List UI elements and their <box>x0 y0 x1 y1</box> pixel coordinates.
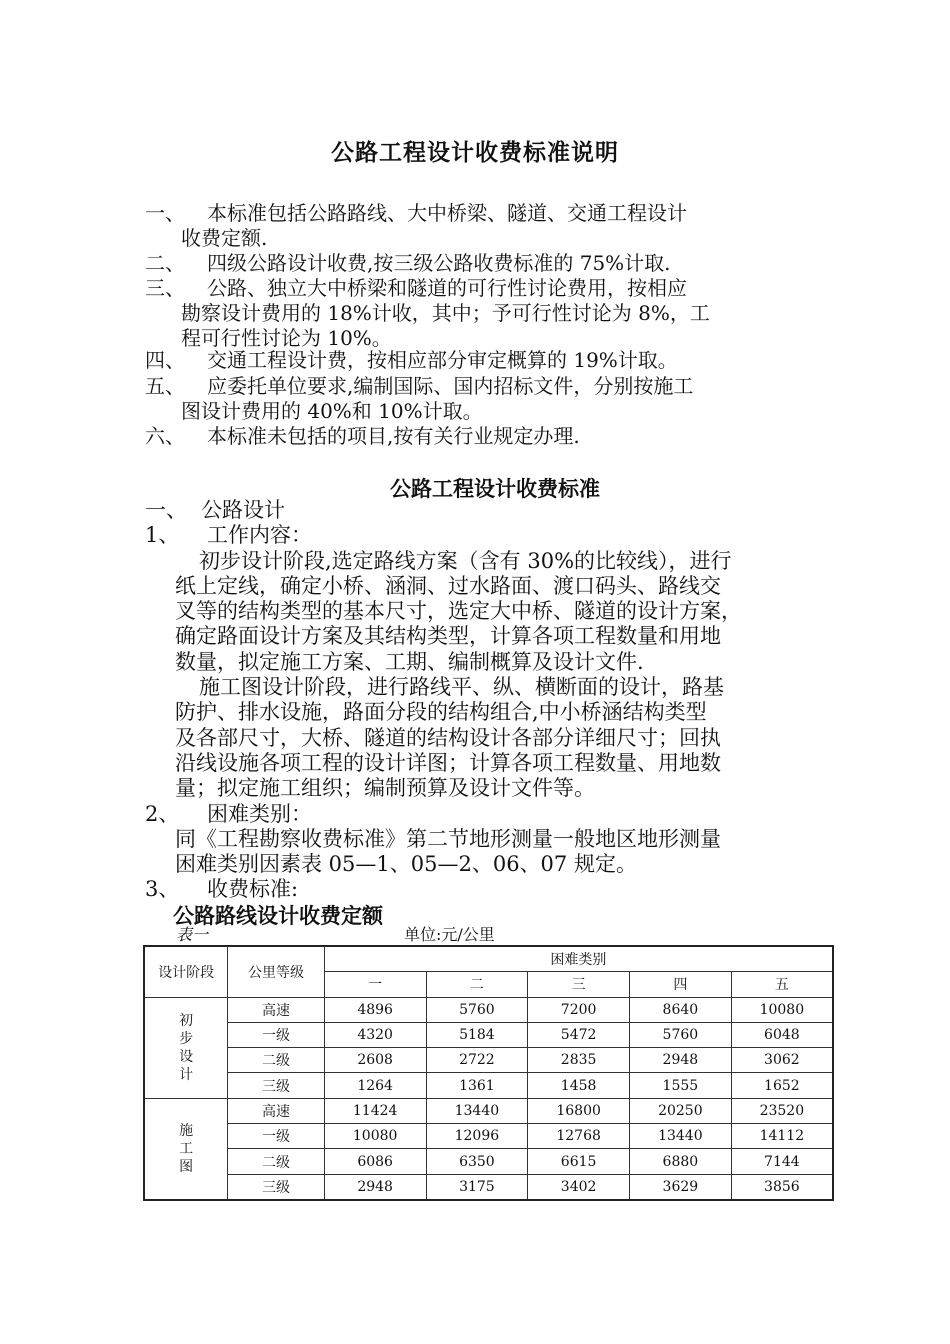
value-cell: 3175 <box>426 1174 528 1200</box>
value-cell: 8640 <box>629 997 731 1022</box>
header-stage: 设计阶段 <box>144 946 228 997</box>
header-level: 一 <box>324 972 426 997</box>
value-cell: 2722 <box>426 1048 528 1073</box>
value-cell: 3856 <box>731 1174 833 1200</box>
header-difficulty: 困难类别 <box>324 946 833 972</box>
value-cell: 20250 <box>629 1098 731 1123</box>
paragraph-line: 量；拟定施工组织；编制预算及设计文件等。 <box>175 776 595 801</box>
note-num: 四、 <box>145 348 185 372</box>
header-level: 三 <box>528 972 630 997</box>
value-cell: 2948 <box>324 1174 426 1200</box>
value-cell: 14112 <box>731 1124 833 1149</box>
header-level: 四 <box>629 972 731 997</box>
grade-cell: 高速 <box>228 997 325 1022</box>
paragraph-line: 施工图设计阶段，进行路线平、纵、横断面的设计，路基 <box>199 675 724 700</box>
note-num: 一、 <box>145 201 185 225</box>
note-4 <box>145 348 805 373</box>
value-cell: 2835 <box>528 1048 630 1073</box>
table-header-row <box>144 946 833 972</box>
table-row <box>144 1174 833 1200</box>
value-cell: 6880 <box>629 1149 731 1174</box>
note-num: 六、 <box>145 424 185 448</box>
note-text: 交通工程设计费，按相应部分审定概算的 19%计取。 <box>207 348 678 372</box>
value-cell: 6048 <box>731 1022 833 1047</box>
paragraph-line: 沿线设施各项工程的设计详图；计算各项工程数量、用地数 <box>175 750 721 775</box>
grade-cell: 二级 <box>228 1149 325 1174</box>
value-cell: 3629 <box>629 1174 731 1200</box>
value-cell: 1361 <box>426 1073 528 1098</box>
paragraph-line: 叉等的结构类型的基本尺寸，选定大中桥、隧道的设计方案， <box>175 599 742 624</box>
note-3 <box>145 276 805 351</box>
note-text: 公路、独立大中桥梁和隧道的可行性讨论费用，按相应 <box>207 276 687 300</box>
note-text: 图设计费用的 40%和 10%计取。 <box>181 399 483 423</box>
value-cell: 3062 <box>731 1048 833 1073</box>
section-title: 公路工程设计收费标准 <box>390 476 600 501</box>
paragraph-line: 同《工程勘察收费标准》第二节地形测量一般地区地形测量 <box>175 826 721 851</box>
value-cell: 3402 <box>528 1174 630 1200</box>
table-caption: 表一 <box>176 925 209 944</box>
table-row <box>144 1073 833 1098</box>
grade-cell: 三级 <box>228 1073 325 1098</box>
stage-char: 计 <box>179 1066 194 1083</box>
grade-cell: 三级 <box>228 1174 325 1200</box>
grade-cell: 一级 <box>228 1022 325 1047</box>
stage-char: 工 <box>179 1140 194 1157</box>
header-level: 二 <box>426 972 528 997</box>
note-text: 本标准包括公路路线、大中桥梁、隧道、交通工程设计 <box>207 201 687 225</box>
section-heading: 一、 公路设计 <box>145 498 285 522</box>
note-text: 勘察设计费用的 18%计收，其中；予可行性讨论为 8%，工 <box>181 301 710 325</box>
paragraph-line: 及各部尺寸，大桥、隧道的结构设计各部分详细尺寸；回执 <box>175 725 721 750</box>
value-cell: 2948 <box>629 1048 731 1073</box>
page-title: 公路工程设计收费标准说明 <box>331 139 619 166</box>
value-cell: 6086 <box>324 1149 426 1174</box>
stage-char: 图 <box>179 1158 194 1175</box>
value-cell: 7200 <box>528 997 630 1022</box>
value-cell: 4896 <box>324 997 426 1022</box>
table-row <box>144 1124 833 1149</box>
value-cell: 4320 <box>324 1022 426 1047</box>
paragraph-line: 纸上定线，确定小桥、涵洞、过水路面、渡口码头、路线交 <box>175 573 721 598</box>
value-cell: 6615 <box>528 1149 630 1174</box>
stage-char: 设 <box>179 1048 194 1065</box>
item-heading: 3、 收费标准: <box>145 877 299 902</box>
note-text: 本标准未包括的项目,按有关行业规定办理. <box>207 424 580 448</box>
note-text: 四级公路设计收费,按三级公路收费标准的 75%计取. <box>207 251 671 275</box>
note-text: 收费定额. <box>181 226 268 250</box>
value-cell: 1555 <box>629 1073 731 1098</box>
table-row <box>144 1048 833 1073</box>
value-cell: 7144 <box>731 1149 833 1174</box>
item-heading: 1、 工作内容： <box>145 523 312 548</box>
value-cell: 13440 <box>629 1124 731 1149</box>
paragraph-line: 确定路面设计方案及其结构类型，计算各项工程数量和用地 <box>175 624 721 649</box>
grade-cell: 高速 <box>228 1098 325 1123</box>
value-cell: 5184 <box>426 1022 528 1047</box>
value-cell: 5472 <box>528 1022 630 1047</box>
value-cell: 11424 <box>324 1098 426 1123</box>
stage-char: 步 <box>179 1030 194 1047</box>
value-cell: 1652 <box>731 1073 833 1098</box>
value-cell: 10080 <box>731 997 833 1022</box>
note-text: 程可行性讨论为 10%。 <box>181 326 392 350</box>
value-cell: 2608 <box>324 1048 426 1073</box>
note-text: 应委托单位要求,编制国际、国内招标文件，分别按施工 <box>207 374 694 398</box>
grade-cell: 一级 <box>228 1124 325 1149</box>
note-6 <box>145 424 805 449</box>
table-row <box>144 1149 833 1174</box>
note-num: 五、 <box>145 374 185 398</box>
standard-body <box>145 498 835 928</box>
header-level: 五 <box>731 972 833 997</box>
note-num: 三、 <box>145 276 185 300</box>
stage-char: 初 <box>179 1012 194 1029</box>
value-cell: 10080 <box>324 1124 426 1149</box>
table-unit: 单位:元/公里 <box>404 925 495 944</box>
value-cell: 1458 <box>528 1073 630 1098</box>
fee-table <box>143 945 834 1201</box>
stage-cell <box>144 1098 228 1200</box>
table-row <box>144 997 833 1022</box>
note-num: 二、 <box>145 251 185 275</box>
value-cell: 23520 <box>731 1098 833 1123</box>
value-cell: 12096 <box>426 1124 528 1149</box>
item-heading: 2、 困难类别： <box>145 801 312 826</box>
value-cell: 12768 <box>528 1124 630 1149</box>
stage-cell <box>144 997 228 1098</box>
grade-cell: 二级 <box>228 1048 325 1073</box>
stage-char: 施 <box>179 1122 194 1139</box>
value-cell: 16800 <box>528 1098 630 1123</box>
table-row <box>144 1022 833 1047</box>
note-1 <box>145 201 805 251</box>
value-cell: 5760 <box>426 997 528 1022</box>
paragraph-line: 防护、排水设施，路面分段的结构组合,中小桥涵结构类型 <box>175 700 707 725</box>
paragraph-line: 初步设计阶段,选定路线方案（含有 30%的比较线），进行 <box>199 548 732 573</box>
value-cell: 6350 <box>426 1149 528 1174</box>
paragraph-line: 数量，拟定施工方案、工期、编制概算及设计文件. <box>175 649 644 674</box>
table-title: 公路路线设计收费定额 <box>173 902 383 928</box>
table-row <box>144 1098 833 1123</box>
value-cell: 1264 <box>324 1073 426 1098</box>
header-grade: 公里等级 <box>228 946 325 997</box>
paragraph-line: 困难类别因素表 05—1、05—2、06、07 规定。 <box>175 852 637 877</box>
value-cell: 5760 <box>629 1022 731 1047</box>
note-2 <box>145 251 805 276</box>
note-5 <box>145 374 805 424</box>
value-cell: 13440 <box>426 1098 528 1123</box>
